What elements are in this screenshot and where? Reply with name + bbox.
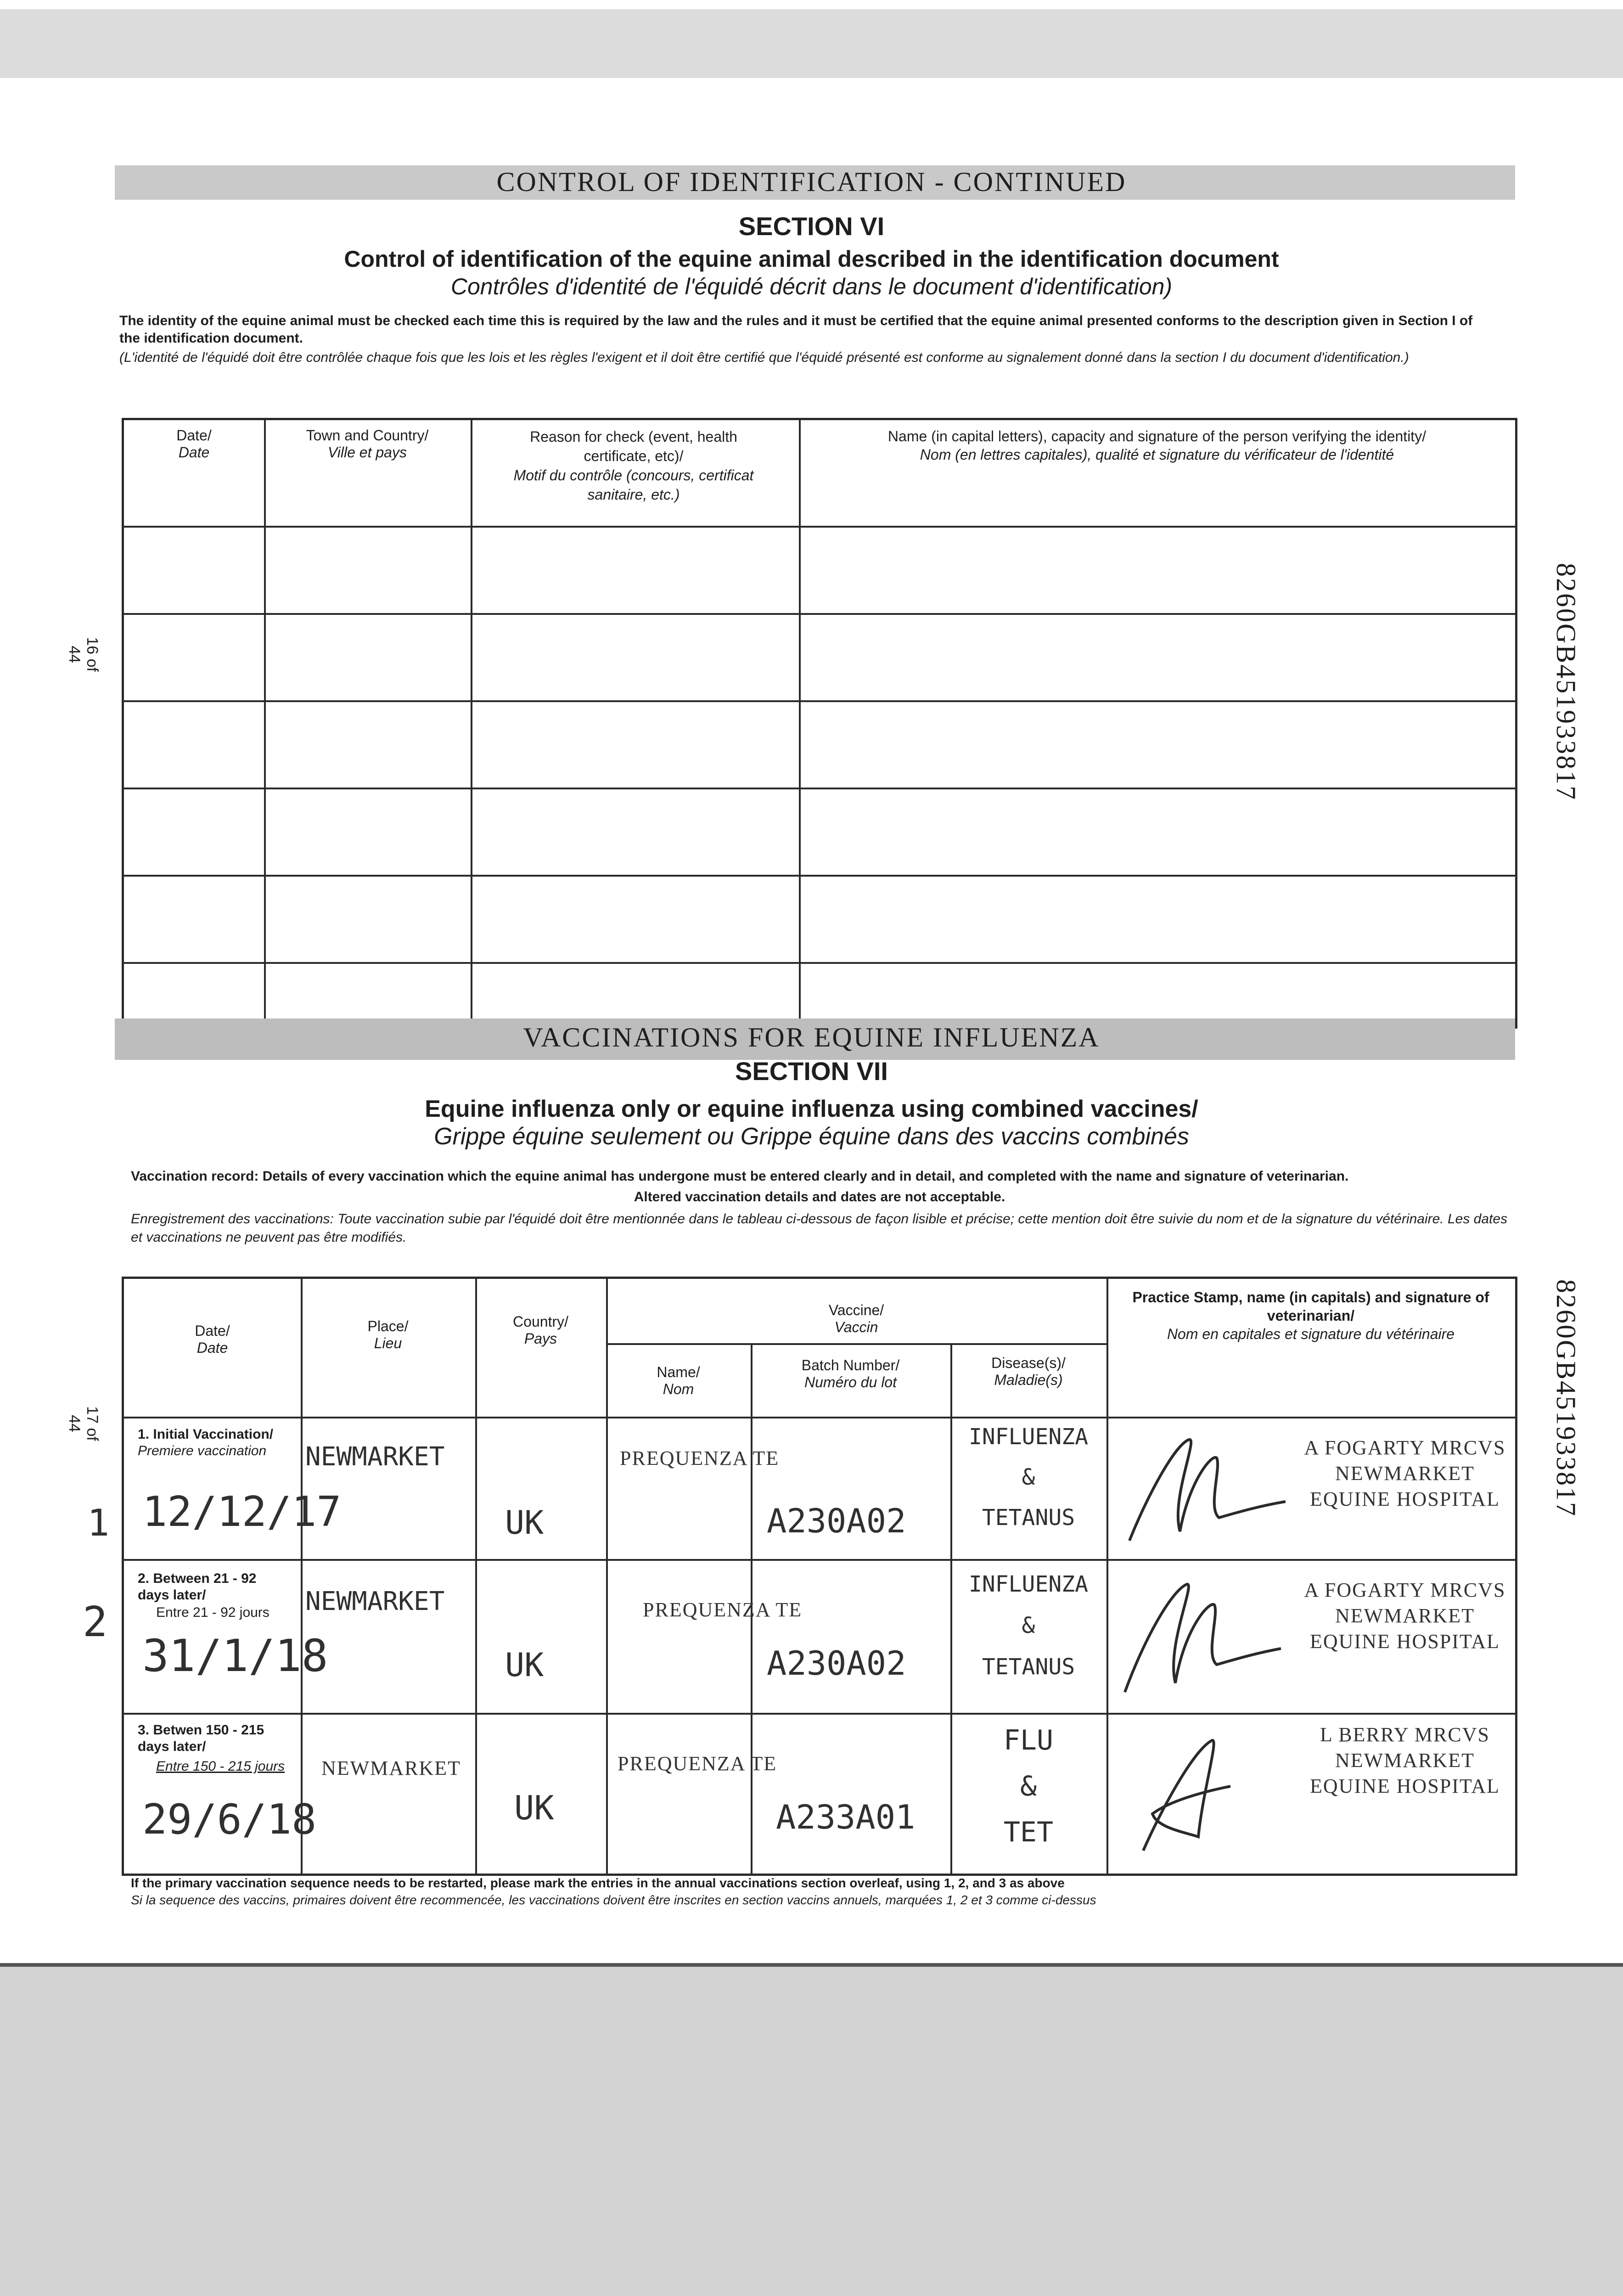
place-value: NEWMARKET [305,1587,445,1616]
date-value: 31/1/18 [142,1630,328,1682]
date-value: 12/12/17 [142,1488,342,1536]
disease-value: INFLUENZA & TETANUS [968,1424,1089,1531]
section7-record-en-2: Altered vaccination details and dates are not acceptable. [634,1189,1005,1204]
v-col-date: Date/ Date [195,1322,230,1356]
country-value: UK [514,1789,554,1827]
margin-mark-1: 1 [87,1502,110,1544]
section6-heading: SECTION VI [738,212,885,241]
col-reason-header: Reason for check (event, health certificate, etc)/ Motif du contrôle (concours, certificat sanitaire, etc.) [513,428,754,503]
vet-stamp-2: A FOGARTY MRCVS NEWMARKET EQUINE HOSPITAL [1304,1579,1506,1653]
col-town-header: Town and Country/ Ville et pays [306,427,429,461]
vet-stamp-1: A FOGARTY MRCVS NEWMARKET EQUINE HOSPITAL [1304,1436,1506,1510]
side-code-bottom: 8260GB451933817 [1551,1279,1581,1518]
v-col-batch: Batch Number/ Numéro du lot [801,1357,900,1390]
vet-signature-2 [1116,1568,1290,1701]
vaccine-name-value: PREQUENZA TE [620,1447,780,1469]
page-number-16: 16 of 44 [66,637,101,672]
section7-heading: SECTION VII [735,1057,888,1086]
v-col-stamp: Practice Stamp, name (in capitals) and signature of veterinarian/ Nom en capitales et signature du vétérinaire [1132,1289,1489,1342]
place-value: NEWMARKET [321,1757,461,1779]
v-col-disease: Disease(s)/ Maladie(s) [991,1355,1066,1388]
v-col-name: Name/ Nom [657,1364,700,1397]
section7-footer-fr: Si la sequence des vaccins, primaires doivent être recommencée, les vaccinations doivent être inscrites en section vaccins annuels, marquées 1, 2 et 3 comme ci-dessus [131,1893,1096,1907]
col-verifier-header: Name (in capital letters), capacity and signature of the person verifying the identity/ Nom (en lettres capitales), qualité et signature du vérificateur de l'identité [887,428,1426,463]
section7-title-fr: Grippe équine seulement ou Grippe équine dans des vaccins combinés [434,1123,1189,1150]
v-col-place: Place/ Lieu [367,1318,409,1351]
country-value: UK [505,1504,544,1542]
scan-bottom-shade [0,1965,1623,2296]
disease-value: FLU & TET [1003,1724,1054,1848]
section7-table [122,1277,1517,1876]
disease-value: INFLUENZA & TETANUS [968,1571,1089,1680]
scan-edge-line [0,1963,1623,1967]
section7-banner: VACCINATIONS FOR EQUINE INFLUENZA [523,1022,1100,1052]
v-col-vaccine: Vaccine/ Vaccin [828,1302,884,1335]
section7-record-en: Vaccination record: Details of every vaccination which the equine animal has undergone must be entered clearly and in detail, and completed with the name and signature of veterinarian. [131,1169,1349,1184]
batch-value: A230A02 [767,1502,906,1540]
col-date-header: Date/ Date [176,427,212,461]
section7-footer-en: If the primary vaccination sequence needs to be restarted, please mark the entries in the annual vaccinations section overleaf, using 1, 2, and 3 as above [131,1876,1065,1890]
section6-banner: CONTROL OF IDENTIFICATION - CONTINUED [496,167,1127,197]
section6-title-fr: Contrôles d'identité de l'équidé décrit dans le document d'identification) [450,274,1173,299]
batch-value: A233A01 [776,1798,915,1836]
batch-value: A230A02 [767,1644,906,1683]
section6-note-fr: (L'identité de l'équidé doit être contrôlée chaque fois que les lois et les règles l'exigent et il doit être certifié que l'équidé présenté est conforme au signalement donné dans la section I du document d'identification.) [119,350,1409,365]
vet-stamp-3: L BERRY MRCVS NEWMARKET EQUINE HOSPITAL [1310,1723,1500,1797]
side-code-top: 8260GB451933817 [1551,563,1581,801]
vaccination-row-1: 1. Initial Vaccination/ Premiere vaccination 12/12/17 NEWMARKET UK PREQUENZA TE A230A02 INFLUENZA & TETANUS A FOGARTY MRCVS NEWMARKET EQUINE HOSPITAL [124,1417,1515,1559]
vet-signature-1 [1120,1426,1295,1550]
page-number-17: 17 of 44 [66,1406,101,1441]
section6-title: Control of identification of the equine animal described in the identification document [344,246,1279,272]
section7-title: Equine influenza only or equine influenza using combined vaccines/ [425,1096,1198,1122]
vaccine-name-value: PREQUENZA TE [643,1598,803,1621]
vaccination-row-3: 3. Betwen 150 - 215 days later/ Entre 150 - 215 jours 29/6/18 NEWMARKET UK PREQUENZA TE A233A01 FLU & TET L BERRY MRCVS NEWMARKET EQUINE HOSPITAL [124,1713,1515,1871]
vaccine-name-value: PREQUENZA TE [618,1752,777,1775]
place-value: NEWMARKET [305,1442,445,1472]
vet-signature-3 [1125,1722,1272,1860]
section6-note: The identity of the equine animal must be checked each time this is required by the law and the rules and it must be certified that the equine animal presented conforms to the description given in Section I of the identification document. [119,313,1473,346]
scan-top-shade [0,9,1623,78]
margin-mark-2: 2 [83,1598,108,1646]
v-col-country: Country/ Pays [513,1313,568,1347]
country-value: UK [505,1646,544,1684]
section6-table [122,418,1517,1029]
section7-record-fr: Enregistrement des vaccinations: Toute vaccination subie par l'équidé doit être mentionnée dans le tableau ci-dessous de façon lisible et précise; cette mention doit être suivie du nom et de la signature du vétérinaire. Les dates et vaccinations ne peuvent pas être modifiés. [131,1211,1508,1245]
date-value: 29/6/18 [142,1795,317,1844]
vaccination-row-2: 2. Between 21 - 92 days later/ Entre 21 - 92 jours 31/1/18 NEWMARKET UK PREQUENZA TE A230A02 INFLUENZA & TETANUS A FOGARTY MRCVS NEWMARKET EQUINE HOSPITAL [124,1559,1515,1713]
